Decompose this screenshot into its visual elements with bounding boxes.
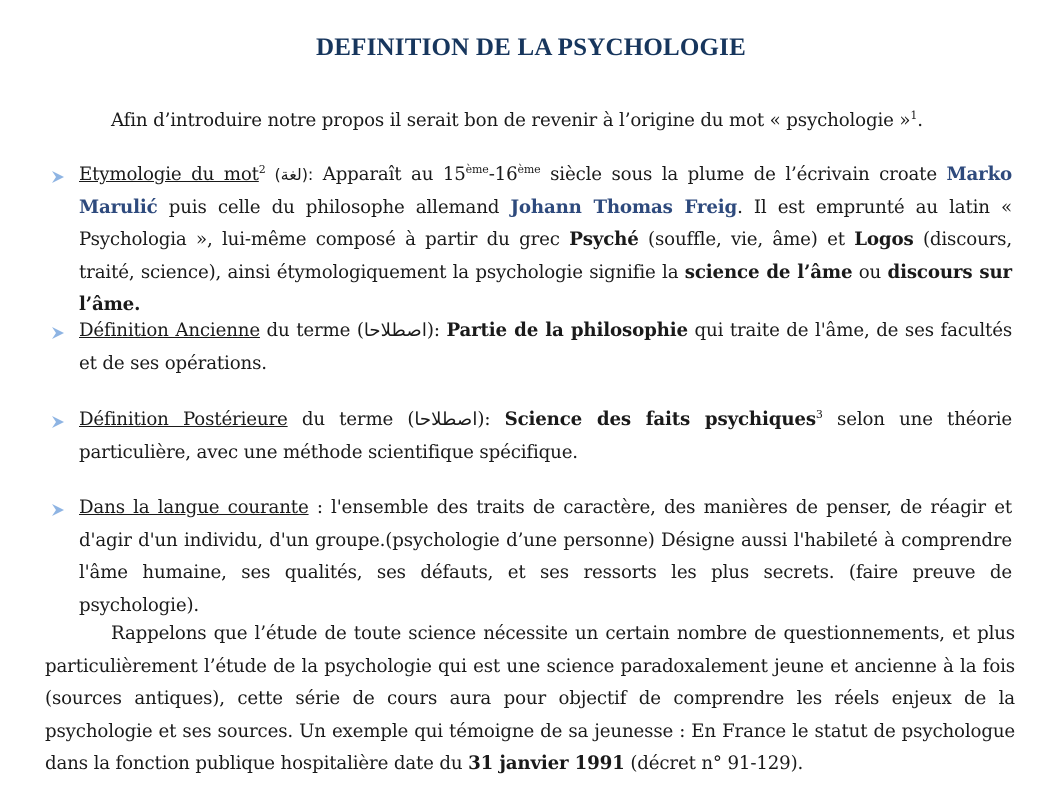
arrow-bullet-icon bbox=[50, 326, 66, 340]
arrow-bullet-icon bbox=[50, 415, 66, 429]
ancient-definition-label: Définition Ancienne bbox=[79, 320, 260, 341]
list-item-later-definition: Définition Postérieure du terme (اصطلاحا): Science des faits psychiques$^3$ selon une théorie particulière, avec une méthode scientifique spécifique. bbox=[50, 404, 1012, 469]
arrow-bullet-icon bbox=[50, 170, 66, 184]
page-title: DEFINITION DE LA PSYCHOLOGIE bbox=[316, 34, 746, 61]
person-name-freig: Johann Thomas Freig bbox=[510, 196, 738, 218]
footnote-ref: 1 bbox=[910, 108, 918, 122]
date-highlight: 31 janvier 1991 bbox=[468, 753, 625, 774]
list-item-ancient-definition: Définition Ancienne du terme (اصطلاحا): Partie de la philosophie qui traite de l'âme, de ses facultés et de ses opérations. bbox=[50, 315, 1012, 380]
arrow-bullet-icon bbox=[50, 503, 66, 517]
closing-paragraph: Rappelons que l’étude de toute science nécessite un certain nombre de questionnements, et plus particulièrement l’étude de la psychologie qui est une science paradoxalement jeune et ancienne à la fois (sources antiques), cette série de cours aura pour objectif de comprendre les réels enjeux de la psychologie et ses sources. Un exemple qui témoigne de sa jeunesse : En France le statut de psychologue dans la fonction publique hospitalière date du 31 janvier 1991 (décret n° 91-129). bbox=[45, 623, 1015, 774]
common-language-label: Dans la langue courante bbox=[79, 497, 309, 518]
list-item-etymology: Etymologie du mot$^2$ (لغة): Apparaît au 15ème-16ème siècle sous la plume de l’écrivain croate Marko Marulić puis celle du philosophe allemand Johann Thomas Freig. Il est emprunté au latin « Psychologia », lui-même composé à partir du grec Psyché (souffle, vie, âme) et Logos (discours, traité, science), ainsi étymologiquement la psychologie signifie la science de l’âme ou discours sur l’âme. bbox=[50, 159, 1012, 322]
later-definition-label: Définition Postérieure bbox=[79, 409, 288, 430]
person-name-marulic: Marko Marulić bbox=[79, 164, 1013, 218]
list-item-common-language: Dans la langue courante : l'ensemble des traits de caractère, des manières de penser, de réagir et d'agir d'un individu, d'un groupe.(psychologie d’une personne) Désigne aussi l'habileté à comprendre l'âme humaine, ses qualités, ses défauts, et ses ressorts les plus secrets. (faire preuve de psychologie). bbox=[50, 492, 1012, 622]
intro-paragraph: Afin d’introduire notre propos il serait bon de revenir à l’origine du mot « psychologie »$^1$. bbox=[111, 108, 923, 131]
etymology-label: Etymologie du mot bbox=[79, 164, 259, 185]
